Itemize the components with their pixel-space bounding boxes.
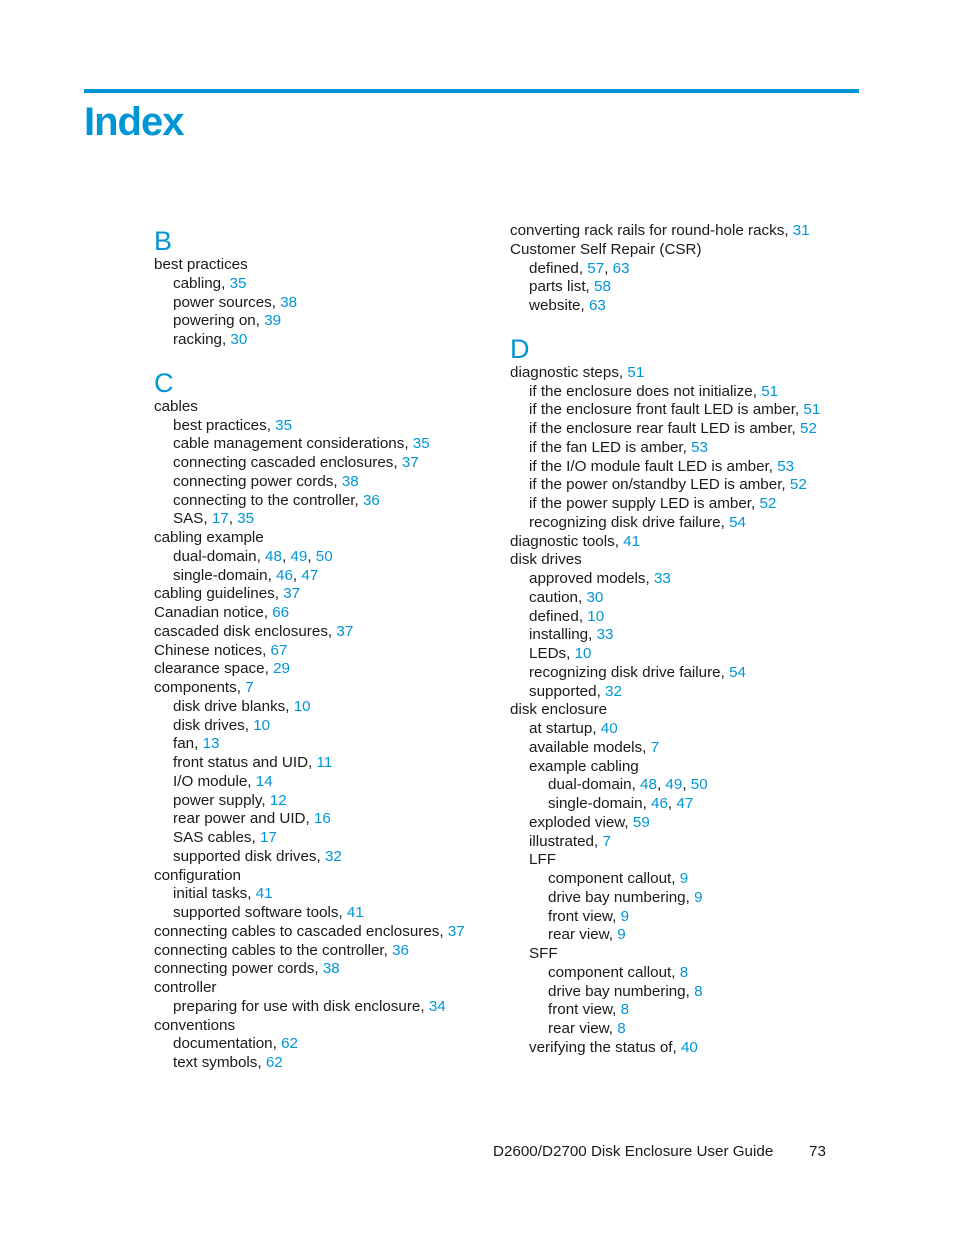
page-reference-link[interactable]: 54 — [729, 513, 746, 531]
page-reference-link[interactable]: 59 — [632, 813, 650, 831]
page-reference-link[interactable]: 66 — [272, 604, 290, 621]
index-entry-term: documentation — [173, 1035, 273, 1053]
index-entry-term: verifying the status of — [529, 1038, 673, 1056]
page-reference-link[interactable]: 48 — [265, 547, 282, 565]
index-entry-term: configuration — [154, 866, 241, 884]
index-column-right — [510, 222, 870, 1058]
index-entry: cabling, 35 — [173, 274, 247, 292]
index-entry-term: illustrated — [529, 832, 594, 850]
index-entry-term: rear power and UID — [173, 810, 306, 828]
index-entry-term: power sources — [173, 293, 272, 311]
page-reference-link[interactable]: 30 — [586, 588, 604, 606]
page-reference-link[interactable]: 35 — [275, 416, 293, 434]
index-entry: connecting cables to the controller, 36 — [154, 941, 410, 959]
page-reference-link[interactable]: 38 — [341, 472, 359, 490]
index-entry-term: supported — [529, 682, 597, 700]
index-entry-term: defined — [529, 259, 579, 277]
index-entry-term: recognizing disk drive failure — [529, 663, 721, 681]
page-title: Index — [84, 100, 184, 144]
index-entry: diagnostic tools, 41 — [510, 532, 641, 550]
index-entry: front view, 9 — [548, 907, 630, 925]
index-entry: if the enclosure front fault LED is amber, 51 — [529, 401, 821, 419]
index-entry-term: cabling guidelines — [154, 585, 275, 603]
page-reference-link[interactable]: 37 — [283, 585, 301, 603]
index-entry — [510, 945, 870, 964]
page-reference-link[interactable]: 8 — [620, 1001, 630, 1019]
index-entry: drive bay numbering, 8 — [548, 982, 703, 1000]
index-entry-term: LEDs — [529, 645, 567, 662]
index-entry-term: controller — [154, 979, 217, 996]
index-entry: best practices, 35 — [173, 416, 293, 434]
index-entry-term: SAS cables — [173, 829, 252, 846]
index-entry-term: disk drive blanks — [173, 697, 286, 715]
page-reference-link[interactable]: 32 — [605, 682, 622, 700]
index-entry — [154, 398, 494, 417]
page-reference-link[interactable]: 50 — [315, 547, 333, 565]
page-reference-link[interactable]: 52 — [789, 476, 807, 494]
index-entry: connecting power cords, 38 — [154, 960, 340, 978]
page-reference-link[interactable]: 58 — [594, 278, 611, 296]
page-reference-link[interactable]: 38 — [322, 960, 340, 978]
index-entry: if the enclosure rear fault LED is amber, 52 — [529, 420, 817, 437]
index-entry-term: component callout — [548, 963, 672, 981]
index-entry: caution, 30 — [529, 588, 604, 606]
index-entry-term: conventions — [154, 1016, 236, 1034]
index-entry: if the enclosure does not initialize, 51 — [529, 382, 779, 400]
index-entry: defined, 57, 63 — [529, 259, 630, 277]
index-entry: component callout, 8 — [548, 963, 689, 981]
index-entry-term: connecting cables to cascaded enclosures — [154, 922, 440, 940]
index-entry-term: cabling example — [154, 529, 264, 546]
page-reference-link[interactable]: 46 — [651, 795, 668, 812]
index-entry-term: if the fan LED is amber — [529, 438, 683, 456]
index-entry: if the power on/standby LED is amber, 52 — [529, 476, 807, 494]
index-entry: connecting cables to cascaded enclosures, 37 — [154, 922, 465, 940]
index-entry-term: powering on — [173, 312, 256, 330]
index-entry-term: connecting cascaded enclosures — [173, 454, 394, 471]
page-reference-link[interactable]: 63 — [612, 259, 630, 277]
index-entry: available models, 7 — [529, 738, 660, 756]
index-entry: if the fan LED is amber, 53 — [529, 438, 708, 456]
page-reference-link[interactable]: 53 — [777, 457, 795, 475]
index-entry: disk drives, 10 — [173, 716, 271, 734]
page-reference-link[interactable]: 41 — [255, 885, 273, 903]
page-reference-link[interactable]: 52 — [759, 495, 777, 512]
index-entry: if the power supply LED is amber, 52 — [529, 495, 777, 512]
index-entry-term: diagnostic steps — [510, 363, 619, 381]
index-entry-term: example cabling — [529, 757, 639, 775]
index-entry-term: if the power supply LED is amber — [529, 495, 752, 512]
index-entry-term: front view — [548, 907, 613, 925]
page-reference-link[interactable]: 38 — [280, 293, 298, 311]
page-reference-link[interactable]: 9 — [620, 907, 630, 925]
page-reference-link[interactable]: 57 — [587, 259, 605, 277]
index-entry: parts list, 58 — [529, 278, 611, 296]
page-reference-link[interactable]: 37 — [336, 622, 354, 640]
index-entry: cascaded disk enclosures, 37 — [154, 622, 354, 640]
index-entry: recognizing disk drive failure, 54 — [529, 513, 746, 531]
page-reference-link[interactable]: 8 — [679, 963, 689, 981]
page-reference-link[interactable]: 9 — [617, 926, 626, 944]
page-reference-link[interactable]: 52 — [800, 420, 817, 437]
index-entry-term: disk drives — [173, 716, 245, 734]
page-reference-link[interactable]: 9 — [679, 870, 689, 887]
index-entry: text symbols, 62 — [173, 1054, 283, 1071]
index-entry-term: if the enclosure rear fault LED is amber — [529, 420, 792, 437]
page-reference-link[interactable]: 39 — [264, 312, 282, 330]
index-entry-term: front view — [548, 1001, 613, 1019]
index-entry: single-domain, 46, 47 — [173, 566, 319, 584]
page-reference-link[interactable]: 50 — [690, 776, 708, 794]
page-reference-link[interactable]: 37 — [401, 454, 419, 471]
page-reference-link[interactable]: 51 — [627, 363, 645, 381]
index-entry: power sources, 38 — [173, 293, 298, 311]
index-entry: diagnostic steps, 51 — [510, 363, 645, 381]
index-entry: drive bay numbering, 9 — [548, 888, 703, 906]
index-entry: racking, 30 — [173, 331, 248, 348]
index-entry: rear view, 9 — [548, 926, 626, 944]
index-entry-term: if the enclosure front fault LED is amber — [529, 401, 795, 419]
page-reference-link[interactable]: 14 — [255, 772, 273, 790]
index-entry: Canadian notice, 66 — [154, 604, 290, 621]
index-entry: converting rack rails for round-hole racks, 31 — [510, 222, 810, 239]
index-entry: SAS, 17, 35 — [173, 510, 255, 528]
page-reference-link[interactable]: 67 — [270, 641, 288, 659]
index-entry-term: Canadian notice — [154, 604, 264, 621]
page-reference-link[interactable]: 37 — [447, 922, 465, 940]
page-reference-link[interactable]: 48 — [640, 776, 657, 794]
index-entry-term: text symbols — [173, 1054, 258, 1071]
index-entry: I/O module, 14 — [173, 772, 273, 790]
page-reference-link[interactable]: 9 — [694, 888, 703, 906]
index-entry: components, 7 — [154, 679, 254, 696]
index-entry-term: SFF — [529, 945, 558, 962]
index-entry-term: front status and UID — [173, 754, 309, 771]
index-entry-term: exploded view — [529, 813, 625, 831]
index-entry-term: cable management considerations — [173, 435, 405, 453]
footer-document-title: D2600/D2700 Disk Enclosure User Guide — [493, 1143, 774, 1160]
page-reference-link[interactable]: 7 — [245, 679, 254, 696]
index-entry-term: if the enclosure does not initialize — [529, 382, 753, 400]
index-entry — [154, 867, 494, 886]
index-entry-term: available models — [529, 738, 643, 756]
index-entry: connecting to the controller, 36 — [173, 491, 380, 509]
index-entry-term: converting rack rails for round-hole racks — [510, 222, 785, 239]
index-entry: website, 63 — [529, 297, 606, 314]
index-entry-term: disk enclosure — [510, 701, 608, 719]
index-entry: front view, 8 — [548, 1001, 630, 1019]
page-reference-link[interactable]: 36 — [392, 941, 410, 959]
index-entry-term: best practices — [154, 256, 248, 273]
page-reference-link[interactable]: 11 — [316, 754, 333, 771]
index-entry-term: disk drives — [510, 551, 582, 569]
index-entry: cabling guidelines, 37 — [154, 585, 301, 603]
index-entry-term: Chinese notices — [154, 641, 263, 659]
index-entry: supported, 32 — [529, 682, 622, 700]
index-entry-term: at startup — [529, 720, 593, 737]
index-entry-term: recognizing disk drive failure — [529, 513, 721, 531]
index-entry-term: supported disk drives — [173, 847, 317, 865]
page-reference-link[interactable]: 35 — [237, 510, 255, 528]
index-entry-term: clearance space — [154, 660, 265, 678]
index-entry: illustrated, 7 — [529, 832, 611, 850]
page-reference-link[interactable]: 33 — [653, 570, 671, 587]
index-entry-term: I/O module — [173, 772, 248, 790]
index-entry: clearance space, 29 — [154, 660, 290, 678]
footer-page-number: 73 — [809, 1143, 826, 1160]
index-entry: documentation, 62 — [173, 1035, 298, 1053]
index-entry: verifying the status of, 40 — [529, 1038, 698, 1056]
index-entry-term: cables — [154, 397, 198, 415]
index-entry — [154, 256, 494, 275]
index-entry — [154, 979, 494, 998]
page-reference-link[interactable]: 7 — [650, 738, 660, 756]
index-entry-term: preparing for use with disk enclosure — [173, 997, 421, 1015]
index-entry-term: cabling — [173, 274, 222, 292]
index-entry-term: connecting cables to the controller — [154, 941, 384, 959]
index-entry-term: dual-domain — [173, 547, 257, 565]
page-reference-link[interactable]: 8 — [617, 1020, 626, 1037]
index-entry: if the I/O module fault LED is amber, 53 — [529, 457, 795, 475]
index-entry: powering on, 39 — [173, 312, 282, 330]
index-entry-term: Customer Self Repair (CSR) — [510, 240, 702, 258]
index-entry-term: approved models — [529, 570, 646, 587]
index-entry-term: supported software tools — [173, 904, 339, 921]
index-entry: Chinese notices, 67 — [154, 641, 288, 659]
index-entry-term: if the I/O module fault LED is amber — [529, 457, 769, 475]
page-reference-link[interactable]: 62 — [265, 1054, 283, 1071]
index-entry: dual-domain, 48, 49, 50 — [173, 547, 333, 565]
page-reference-link[interactable]: 54 — [729, 663, 746, 681]
index-entry: power supply, 12 — [173, 791, 287, 809]
index-entry-term: SAS — [173, 510, 204, 528]
index-entry: SAS cables, 17 — [173, 829, 277, 846]
index-entry — [510, 551, 870, 570]
index-entry-term: installing — [529, 626, 589, 644]
index-entry-term: best practices — [173, 416, 267, 434]
index-entry-term: drive bay numbering — [548, 888, 686, 906]
index-entry: connecting cascaded enclosures, 37 — [173, 454, 419, 471]
index-entry-term: power supply — [173, 791, 262, 809]
index-entry: LEDs, 10 — [529, 645, 592, 662]
page-reference-link[interactable]: 13 — [202, 735, 220, 753]
page-reference-link[interactable]: 10 — [293, 697, 311, 715]
index-entry: disk drive blanks, 10 — [173, 697, 311, 715]
index-entry-term: component callout — [548, 870, 672, 887]
page-reference-link[interactable]: 30 — [230, 331, 248, 348]
index-entry — [510, 241, 870, 260]
page-reference-link[interactable]: 16 — [313, 810, 331, 828]
index-entry-term: components — [154, 679, 237, 696]
page-reference-link[interactable]: 40 — [680, 1038, 698, 1056]
index-entry-term: defined — [529, 607, 579, 625]
page-reference-link[interactable]: 29 — [273, 660, 290, 678]
index-entry: single-domain, 46, 47 — [548, 795, 694, 812]
index-letter-heading: C — [154, 367, 174, 398]
index-entry: rear power and UID, 16 — [173, 810, 331, 828]
index-entry: defined, 10 — [529, 607, 605, 625]
page-reference-link[interactable]: 36 — [362, 491, 380, 509]
index-entry-term: connecting to the controller — [173, 491, 355, 509]
index-entry-term: connecting power cords — [173, 472, 334, 490]
index-entry — [510, 851, 870, 870]
page-reference-link[interactable]: 51 — [761, 382, 779, 400]
page-reference-link[interactable]: 41 — [346, 904, 364, 921]
index-entry-term: connecting power cords — [154, 960, 315, 978]
index-entry: fan, 13 — [173, 735, 220, 753]
page-reference-link[interactable]: 32 — [324, 847, 342, 865]
index-letter-heading: D — [510, 333, 530, 364]
index-entry: supported software tools, 41 — [173, 904, 364, 921]
page-reference-link[interactable]: 31 — [792, 222, 810, 239]
page-reference-link[interactable]: 53 — [691, 438, 708, 456]
index-entry: exploded view, 59 — [529, 813, 650, 831]
index-entry-term: initial tasks — [173, 885, 248, 903]
index-entry-term: racking — [173, 331, 222, 348]
page-reference-link[interactable]: 46 — [276, 566, 293, 584]
index-entry: rear view, 8 — [548, 1020, 626, 1037]
index-entry: supported disk drives, 32 — [173, 847, 342, 865]
page-reference-link[interactable]: 35 — [229, 274, 247, 292]
page-reference-link[interactable]: 41 — [623, 532, 641, 550]
page-reference-link[interactable]: 10 — [253, 716, 271, 734]
page-reference-link[interactable]: 10 — [587, 607, 605, 625]
index-entry-term: single-domain — [173, 566, 268, 584]
index-entry: cable management considerations, 35 — [173, 435, 430, 453]
page-reference-link[interactable]: 8 — [694, 982, 703, 1000]
index-entry: dual-domain, 48, 49, 50 — [548, 776, 708, 794]
index-entry — [510, 758, 870, 777]
index-entry-term: parts list — [529, 278, 586, 296]
page-reference-link[interactable]: 7 — [602, 832, 611, 850]
index-entry: front status and UID, 11 — [173, 754, 333, 771]
page-reference-link[interactable]: 35 — [412, 435, 430, 453]
index-column-left — [154, 226, 494, 1073]
index-entry: approved models, 33 — [529, 570, 671, 587]
index-letter-heading: B — [154, 226, 173, 256]
page-reference-link[interactable]: 10 — [574, 645, 592, 662]
index-entry-term: single-domain — [548, 795, 643, 812]
page-reference-link[interactable]: 40 — [600, 720, 618, 737]
index-entry: initial tasks, 41 — [173, 885, 273, 903]
header-rule — [84, 89, 859, 93]
page-reference-link[interactable]: 51 — [803, 401, 821, 419]
index-entry — [154, 529, 494, 548]
index-entry: connecting power cords, 38 — [173, 472, 359, 490]
index-entry-term: dual-domain — [548, 776, 632, 794]
page-reference-link[interactable]: 49 — [665, 776, 683, 794]
page-reference-link[interactable]: 47 — [301, 566, 319, 584]
page-reference-link[interactable]: 12 — [269, 791, 287, 809]
index-entry-term: rear view — [548, 1020, 609, 1037]
page-reference-link[interactable]: 17 — [259, 829, 277, 846]
index-entry: at startup, 40 — [529, 720, 618, 737]
index-entry — [510, 701, 870, 720]
index-entry-term: website — [529, 297, 581, 314]
index-entry: recognizing disk drive failure, 54 — [529, 663, 746, 681]
page-reference-link[interactable]: 17 — [211, 510, 229, 528]
index-entry-term: fan — [173, 735, 195, 753]
page-reference-link[interactable]: 49 — [290, 547, 308, 565]
index-entry-term: LFF — [529, 851, 557, 869]
index-entry-term: cascaded disk enclosures — [154, 622, 328, 640]
page-reference-link[interactable]: 63 — [588, 297, 606, 314]
page-reference-link[interactable]: 34 — [428, 997, 446, 1015]
page-reference-link[interactable]: 33 — [596, 626, 614, 644]
index-entry: component callout, 9 — [548, 870, 689, 887]
index-entry: preparing for use with disk enclosure, 34 — [173, 997, 446, 1015]
index-entry-term: if the power on/standby LED is amber — [529, 476, 782, 494]
index-entry-term: caution — [529, 588, 578, 606]
index-entry — [154, 1017, 494, 1036]
index-entry-term: diagnostic tools — [510, 532, 615, 550]
page-reference-link[interactable]: 47 — [676, 795, 694, 812]
page-reference-link[interactable]: 62 — [281, 1035, 298, 1053]
index-entry: installing, 33 — [529, 626, 614, 644]
index-entry-term: drive bay numbering — [548, 982, 686, 1000]
index-entry-term: rear view — [548, 926, 609, 944]
